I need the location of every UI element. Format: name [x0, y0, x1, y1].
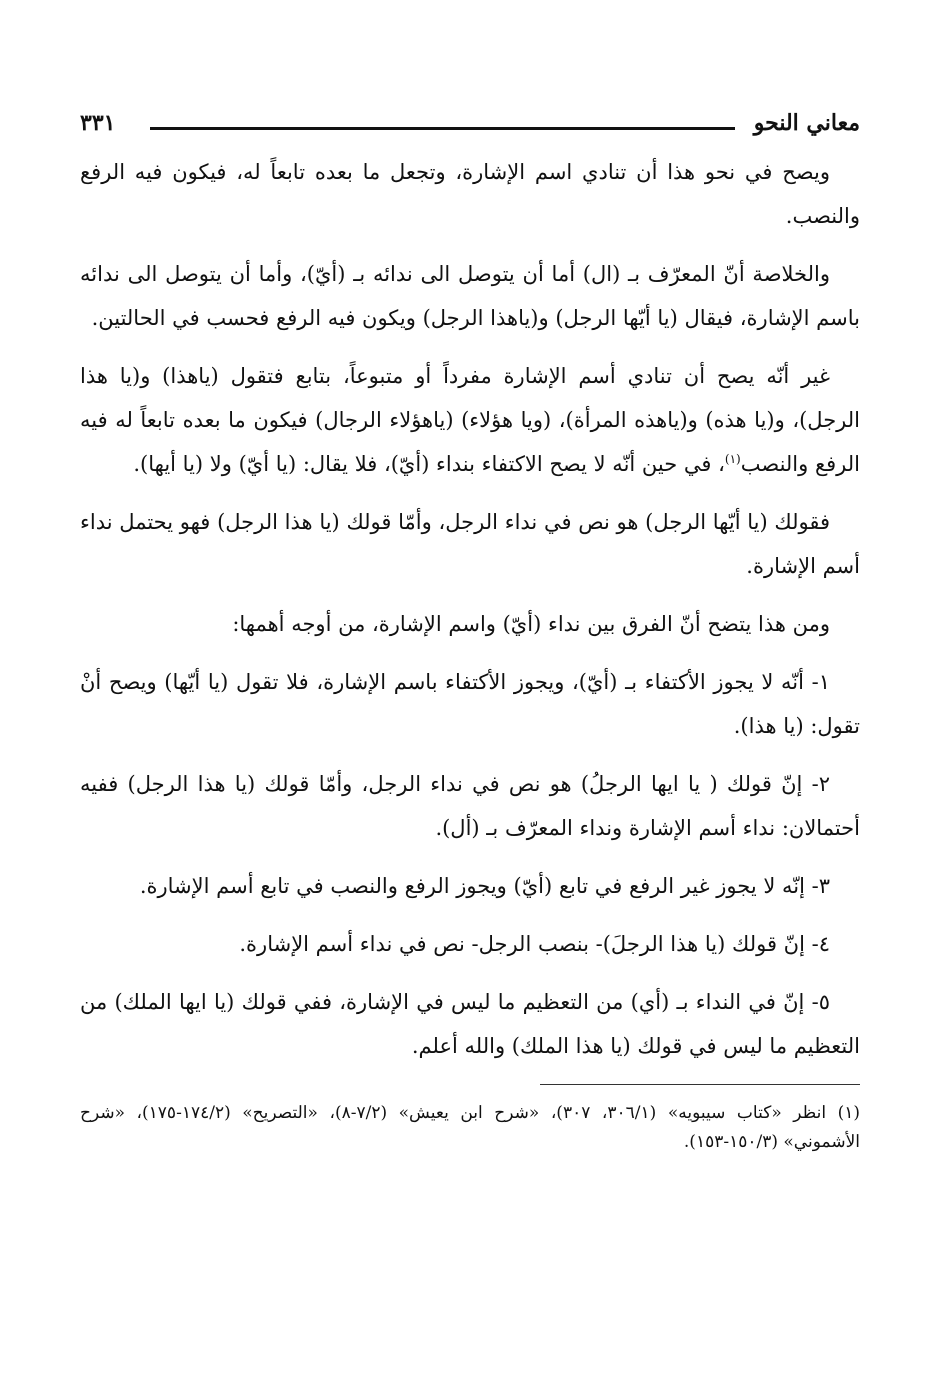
paragraph-2: والخلاصة أنّ المعرّف بـ (ال) أما أن يتوصل الى ندائه بـ (أيّ)، وأما أن يتوصل الى ندائه باسم الإشارة، فيقال (يا أيّها الرجل) و(ياهذا الرجل) ويكون فيه الرفع فحسب في الحالتين. — [80, 262, 860, 330]
list-item-3: ٣- إنّه لا يجوز غير الرفع في تابع (أيّ) ويجوز الرفع والنصب في تابع أسم الإشارة. — [139, 874, 830, 898]
footnote-reference: (١) — [724, 452, 741, 466]
paragraph-3-text-a: غير أنّه يصح أن تنادي أسم الإشارة مفرداً أو متبوعاً، بتابع فتقول (ياهذا) و(يا هذا الرجل)، و(يا هذه) و(ياهذه المرأة)، (ويا هؤلاء) (ياهؤلاء الرجال) فيكون ما بعده تابعاً له فيه الرفع والنصب — [80, 364, 860, 476]
paragraph-3 — [80, 354, 860, 486]
paragraph-3-text-b: ، في حين أنّه لا يصح الاكتفاء بنداء (أيّ)، فلا يقال: (يا أيّ) ولا (يا أيها). — [133, 452, 725, 476]
running-title: معاني النحو — [753, 110, 860, 136]
paragraph-1: ويصح في نحو هذا أن تنادي اسم الإشارة، وتجعل ما بعده تابعاً له، فيكون فيه الرفع والنصب. — [80, 160, 860, 228]
footnote-rule — [540, 1084, 860, 1085]
paragraph-5: ومن هذا يتضح أنّ الفرق بين نداء (أيّ) واسم الإشارة، من أوجه أهمها: — [232, 612, 830, 636]
paragraph-4: فقولك (يا أيّها الرجل) هو نص في نداء الرجل، وأمّا قولك (يا هذا الرجل) فهو يحتمل نداء أسم الإشارة. — [80, 510, 860, 578]
list-item-4: ٤- إنّ قولك (يا هذا الرجلَ)- بنصب الرجل- نص في نداء أسم الإشارة. — [239, 932, 830, 956]
page-header — [80, 100, 860, 150]
list-item-1: ١- أنّه لا يجوز الأكتفاء بـ (أيّ)، ويجوز الأكتفاء باسم الإشارة، فلا تقول (يا أيّها) ويصح أنْ تقول: (يا هذا). — [80, 670, 860, 738]
header-rule — [150, 127, 735, 130]
list-item-5: ٥- إنّ في النداء بـ (أي) من التعظيم ما ليس في الإشارة، ففي قولك (يا ايها الملك) من التعظيم ما ليس في قولك (يا هذا الملك) والله أعلم. — [80, 990, 860, 1058]
footnote: (١) انظر «كتاب سيبويه» (٣٠٦/١، ٣٠٧)، «شرح ابن يعيش» (٧/٢-٨)، «التصريح» (١٧٤/٢-١٧٥)، «شرح الأشموني» (١٥٠/٣-١٥٣). — [80, 1103, 860, 1152]
page — [80, 100, 860, 1157]
page-number: ٣٣١ — [80, 110, 116, 136]
list-item-2: ٢- إنّ قولك ( يا ايها الرجلُ) هو نص في نداء الرجل، وأمّا قولك (يا هذا الرجل) ففيه أحتمالان: نداء أسم الإشارة ونداء المعرّف بـ (أل). — [80, 772, 860, 840]
